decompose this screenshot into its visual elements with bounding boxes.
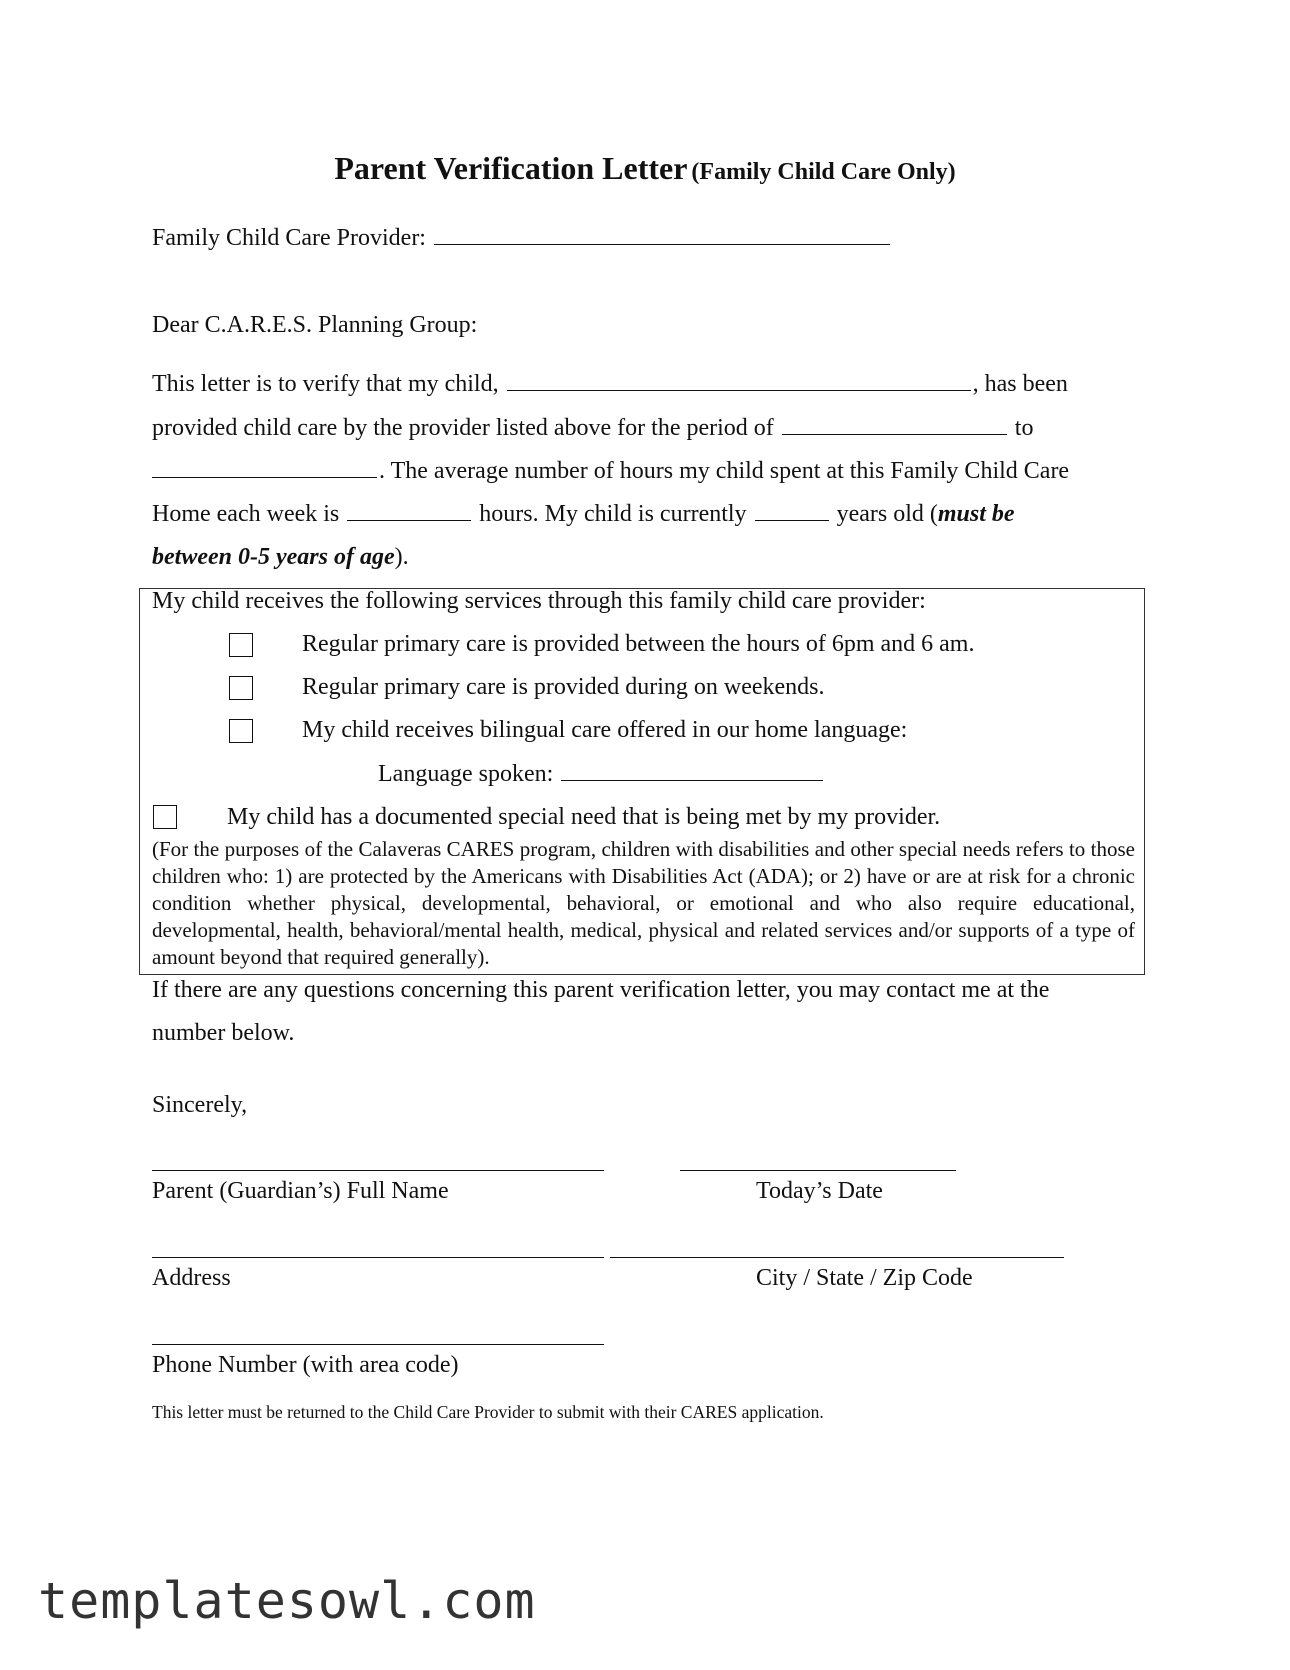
- language-field[interactable]: [561, 760, 823, 781]
- questions-line-1: If there are any questions concerning this parent verification letter, you may contact me at the: [152, 977, 1050, 1003]
- service-item: Regular primary care is provided between the hours of 6pm and 6 am.: [302, 631, 975, 657]
- date-line[interactable]: [680, 1170, 956, 1171]
- service-item: Regular primary care is provided during on weekends.: [302, 674, 825, 700]
- salutation: Dear C.A.R.E.S. Planning Group:: [152, 312, 478, 338]
- paragraph-line-1: [152, 370, 1068, 398]
- paragraph-text: Home each week is: [152, 501, 340, 527]
- provider-field[interactable]: [434, 224, 890, 245]
- paragraph-text: hours. My child is currently: [479, 501, 747, 527]
- phone-line[interactable]: [152, 1344, 604, 1345]
- footnote: This letter must be returned to the Child Care Provider to submit with their CARES application.: [152, 1402, 824, 1422]
- special-need-checkbox[interactable]: [153, 805, 177, 829]
- questions-line-2: number below.: [152, 1020, 295, 1046]
- bilingual-care-checkbox[interactable]: [229, 719, 253, 743]
- closing: Sincerely,: [152, 1092, 248, 1118]
- paragraph-text: ).: [394, 544, 409, 570]
- parent-name-label: Parent (Guardian’s) Full Name: [152, 1178, 449, 1204]
- paragraph-line-2: [152, 414, 1033, 442]
- services-intro: My child receives the following services through this family child care provider:: [152, 588, 926, 614]
- city-state-zip-line[interactable]: [610, 1257, 1064, 1258]
- paragraph-line-5: [152, 543, 409, 571]
- phone-label: Phone Number (with area code): [152, 1352, 459, 1378]
- paragraph-text: , has been: [972, 371, 1068, 397]
- special-needs-definition: (For the purposes of the Calaveras CARES program, children with disabilities and other special needs refers to those children who: 1) are protected by the Americans with Disabilities Act (ADA); or 2) have or are at risk for a chronic condition whether physical, developmental, behavioral, or emotional and who also require educational, developmental, health, behavioral/mental health, medical, physical and related services and/or supports of a type of amount beyond that required generally).: [152, 837, 1135, 969]
- title-main: Parent Verification Letter: [334, 150, 688, 186]
- watermark: templatesowl.com: [38, 1572, 536, 1630]
- night-care-checkbox[interactable]: [229, 633, 253, 657]
- language-label: Language spoken:: [378, 761, 554, 787]
- page-title: [0, 150, 1290, 187]
- paragraph-emphasis: must be: [937, 501, 1015, 527]
- provider-label: Family Child Care Provider:: [152, 225, 426, 251]
- title-sub: (Family Child Care Only): [691, 159, 956, 185]
- period-end-field[interactable]: [152, 457, 377, 478]
- paragraph-line-4: [152, 500, 1015, 528]
- hours-field[interactable]: [347, 500, 471, 521]
- service-item: My child receives bilingual care offered in our home language:: [302, 717, 908, 743]
- address-label: Address: [152, 1265, 231, 1291]
- weekend-care-checkbox[interactable]: [229, 676, 253, 700]
- parent-name-line[interactable]: [152, 1170, 604, 1171]
- paragraph-line-3: [152, 457, 1069, 485]
- paragraph-text: This letter is to verify that my child,: [152, 371, 499, 397]
- age-field[interactable]: [755, 500, 829, 521]
- special-need-label: My child has a documented special need that is being met by my provider.: [227, 804, 941, 830]
- address-line[interactable]: [152, 1257, 604, 1258]
- paragraph-text: provided child care by the provider listed above for the period of: [152, 415, 774, 441]
- paragraph-text: . The average number of hours my child spent at this Family Child Care: [379, 458, 1070, 484]
- paragraph-emphasis: between 0-5 years of age: [152, 544, 395, 570]
- language-line: [378, 760, 825, 788]
- date-label: Today’s Date: [756, 1178, 883, 1204]
- provider-line: [152, 224, 892, 252]
- paragraph-text: years old (: [836, 501, 938, 527]
- city-state-zip-label: City / State / Zip Code: [756, 1265, 973, 1291]
- period-start-field[interactable]: [782, 414, 1007, 435]
- child-name-field[interactable]: [507, 370, 971, 391]
- paragraph-text: to: [1014, 415, 1034, 441]
